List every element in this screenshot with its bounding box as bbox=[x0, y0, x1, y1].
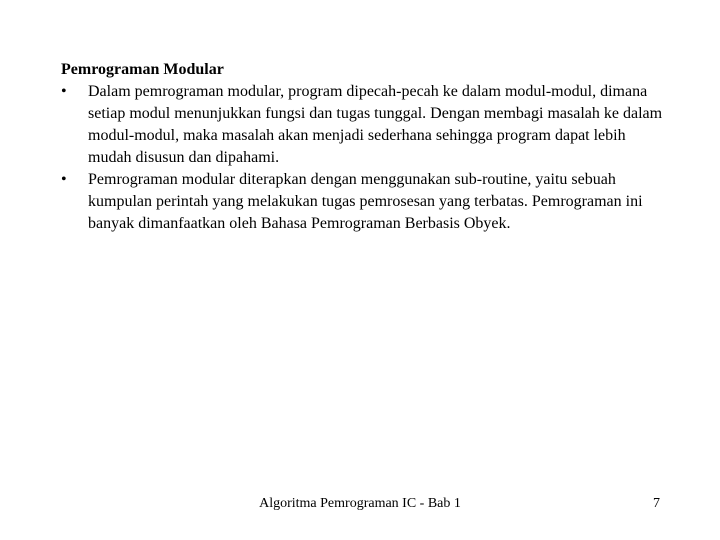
footer-text: Algoritma Pemrograman IC - Bab 1 bbox=[259, 496, 461, 511]
page-number: 7 bbox=[653, 496, 660, 511]
slide-content bbox=[61, 59, 673, 235]
bullet-text: Dalam pemrograman modular, program dipecah-pecah ke dalam modul-modul, dimana setiap modul menunjukkan fungsi dan tugas tunggal. Dengan membagi masalah ke dalam modul-modul, maka masalah akan menjadi sederhana sehingga program dapat lebih mudah disusun dan dipahami. bbox=[88, 83, 663, 166]
bullet-text: Pemrograman modular diterapkan dengan menggunakan sub-routine, yaitu sebuah kumpulan perintah yang melakukan tugas pemrosesan yang terbatas. Pemrograman ini banyak dimanfaatkan oleh Bahasa Pemrograman Berbasis Obyek. bbox=[88, 171, 643, 232]
bullet-list bbox=[61, 81, 673, 235]
bullet-item bbox=[61, 169, 673, 235]
bullet-item bbox=[61, 81, 673, 169]
slide-title: Pemrograman Modular bbox=[61, 61, 224, 78]
bullet-icon: • bbox=[61, 83, 67, 100]
bullet-icon: • bbox=[61, 171, 67, 188]
